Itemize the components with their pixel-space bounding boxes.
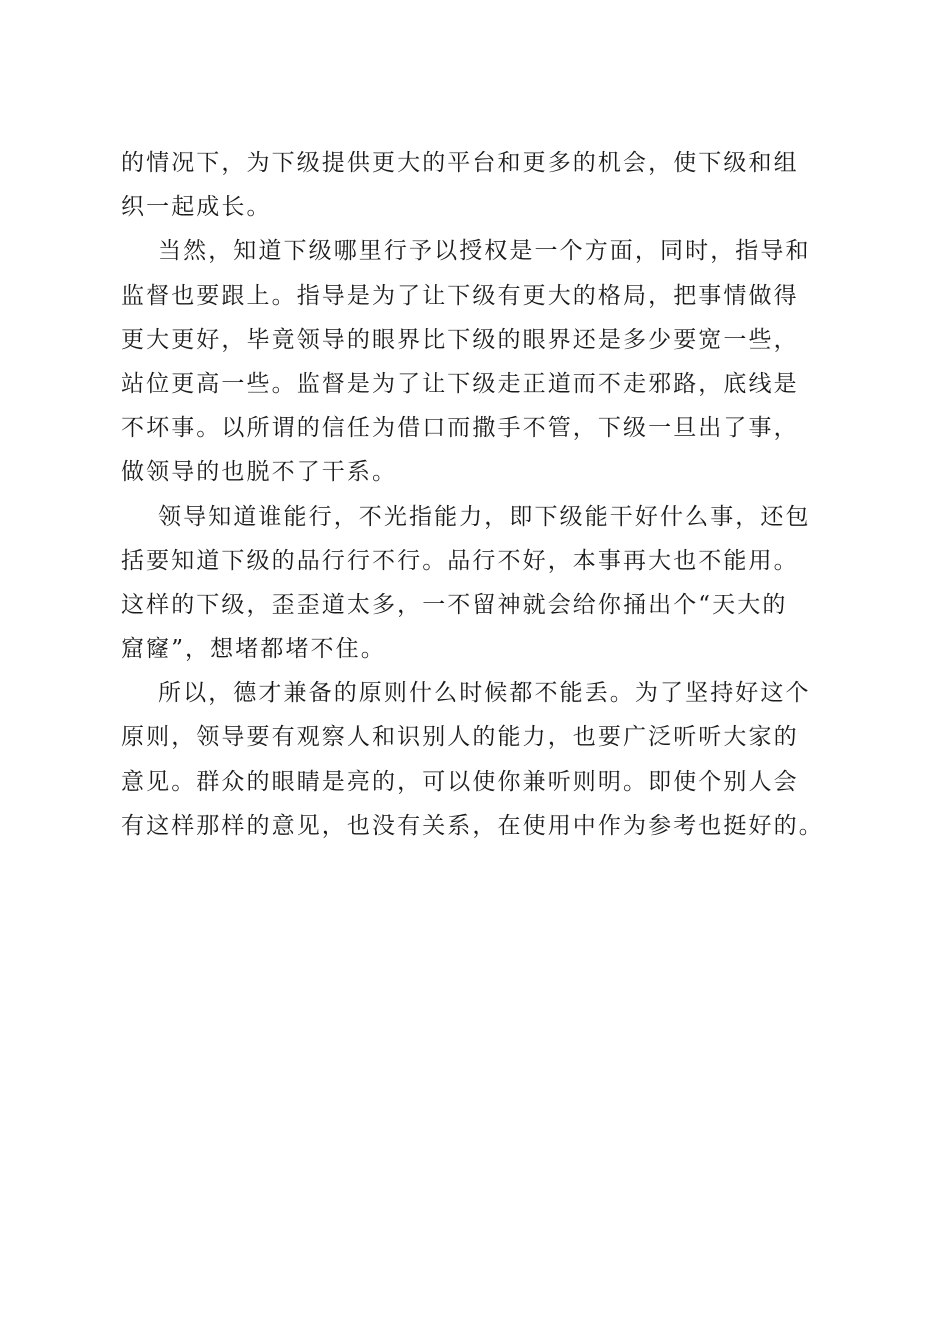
text-line: 括要知道下级的品行行不行。品行不好，本事再大也不能用。 <box>121 547 799 574</box>
text-line: 这样的下级，歪歪道太多，一不留神就会给你捅出个“天大的 <box>121 591 788 618</box>
text-line: 织一起成长。 <box>121 194 272 221</box>
text-line: 做领导的也脱不了干系。 <box>121 459 398 486</box>
body-text <box>121 141 833 848</box>
text-line: 监督也要跟上。指导是为了让下级有更大的格局，把事情做得 <box>121 282 799 309</box>
paragraph-first-line: 所以，德才兼备的原则什么时候都不能丢。为了坚持好这个 <box>158 680 811 707</box>
text-line: 意见。群众的眼睛是亮的，可以使你兼听则明。即使个别人会 <box>121 768 799 795</box>
text-line: 更大更好，毕竟领导的眼界比下级的眼界还是多少要宽一些， <box>121 326 799 353</box>
text-line: 原则，领导要有观察人和识别人的能力，也要广泛听听大家的 <box>121 724 799 751</box>
text-line: 站位更高一些。监督是为了让下级走正道而不走邪路，底线是 <box>121 370 799 397</box>
paragraph-first-line: 当然，知道下级哪里行予以授权是一个方面，同时，指导和 <box>158 238 811 265</box>
text-line: 有这样那样的意见，也没有关系，在使用中作为参考也挺好的。 <box>121 812 824 839</box>
text-line: 的情况下，为下级提供更大的平台和更多的机会，使下级和组 <box>121 150 799 176</box>
text-line: 不坏事。以所谓的信任为借口而撒手不管，下级一旦出了事， <box>121 415 799 442</box>
paragraph-first-line: 领导知道谁能行，不光指能力，即下级能干好什么事，还包 <box>158 503 811 530</box>
text-line: 窟窿”，想堵都堵不住。 <box>121 636 386 663</box>
